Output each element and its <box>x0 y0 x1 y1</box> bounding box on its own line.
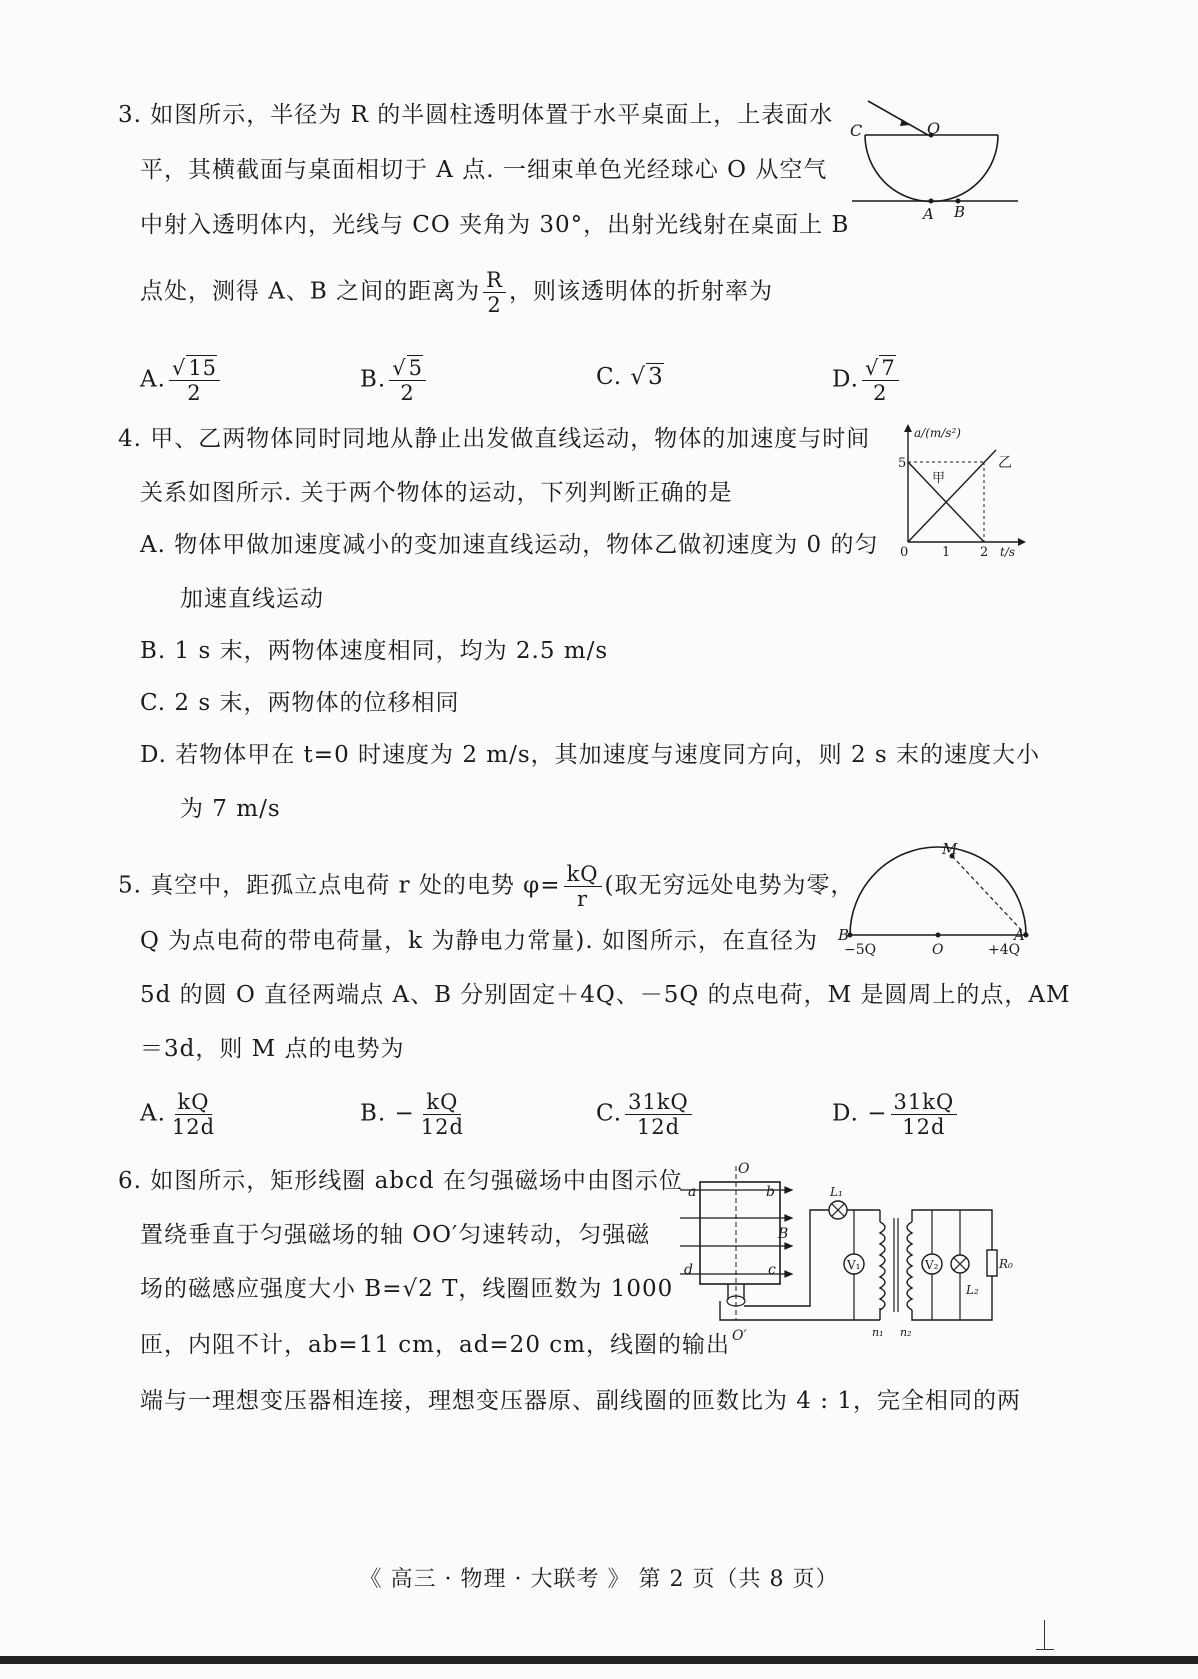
q5-label-minus-5q: −5Q <box>844 942 877 958</box>
q5-option-a <box>140 1090 221 1139</box>
q5-label-b: B <box>838 926 850 944</box>
q3-option-d-value: $\frac{√7}{2}$ <box>862 356 899 405</box>
q3-line-2: 平，其横截面与桌面相切于 A 点. 一细束单色光经球心 O 从空气 <box>140 157 828 183</box>
q4-x-tick-1: 1 <box>942 545 951 560</box>
q6-label-o: O <box>738 1161 750 1177</box>
q5-option-d <box>832 1090 960 1139</box>
q5-label-m: M <box>942 840 958 858</box>
q4-option-d-line-2: 为 7 m/s <box>180 796 281 822</box>
q3-line-4-post: ，则该透明体的折射率为 <box>508 278 773 305</box>
q3-frac-den: 2 <box>487 293 502 317</box>
q5-line-1-pre: 5. 真空中，距孤立点电荷 r 处的电势 φ= <box>118 872 561 899</box>
q5-option-a-label: A. <box>140 1100 166 1127</box>
q5-option-b-label: B. − <box>360 1100 415 1127</box>
q3-option-b <box>360 356 429 405</box>
q3-point-a <box>929 199 934 204</box>
q5-frac-den: r <box>577 887 589 911</box>
q5-option-c-label: C. <box>596 1100 623 1127</box>
q3-distance-fraction <box>483 268 506 317</box>
q5-semicircle-arc <box>850 847 1026 935</box>
q3-line-4 <box>140 268 773 317</box>
page-footer: 《 高三 · 物理 · 大联考 》 第 2 页（共 8 页） <box>359 1567 839 1592</box>
q3-option-b-den: 2 <box>400 381 415 405</box>
q4-label-jia: 甲 <box>932 471 946 486</box>
q6-line-4: 匝，内阻不计，ab=11 cm，ad=20 cm，线圈的输出 <box>140 1332 730 1358</box>
q3-option-a-value: $\frac{√15}{2}$ <box>169 356 220 405</box>
q6-line-2: 置绕垂直于匀强磁场的轴 OO′匀速转动，匀强磁 <box>140 1222 651 1248</box>
q6-label-d: d <box>684 1262 693 1278</box>
scan-bottom-border <box>0 1656 1198 1664</box>
q3-incident-ray <box>868 101 928 135</box>
q6-label-l2: L₂ <box>966 1283 979 1297</box>
q3-semicircle-figure <box>840 95 1030 225</box>
q3-option-a-den: 2 <box>187 381 202 405</box>
q5-option-d-label: D. − <box>832 1100 888 1127</box>
q3-option-c-label: C. <box>596 364 623 390</box>
q5-potential-fraction <box>564 862 602 911</box>
q6-label-n2: n₂ <box>900 1326 912 1339</box>
q5-option-c-value <box>625 1090 692 1139</box>
q3-line-4-pre: 点处，测得 A、B 之间的距离为 <box>140 278 481 305</box>
q4-y-axis-arrow <box>904 424 912 432</box>
q5-option-b <box>360 1090 470 1139</box>
q3-line-3: 中射入透明体内，光线与 CO 夹角为 30°，出射光线射在桌面上 B <box>140 212 850 238</box>
q6-line-3: 场的磁感应强度大小 B=√2 T，线圈匝数为 1000 <box>140 1276 674 1302</box>
q6-resistor-r0 <box>987 1250 997 1276</box>
q5-option-b-num: kQ <box>423 1090 461 1115</box>
q5-point-o <box>936 933 941 938</box>
q6-label-r0: R₀ <box>999 1257 1013 1271</box>
q6-label-o-prime: O′ <box>732 1328 747 1344</box>
q4-x-axis-label: t/s <box>1000 545 1016 559</box>
q4-y-axis-label: a/(m/s²) <box>914 426 961 440</box>
q5-line-1-post: (取无穷远处电势为零， <box>604 872 855 899</box>
q3-option-c-radicand: 3 <box>648 364 664 390</box>
q3-option-b-label: B. <box>360 366 387 393</box>
q5-option-b-value <box>418 1090 467 1139</box>
q6-secondary-coil <box>907 1222 912 1310</box>
q3-option-d-radicand: 7 <box>881 356 896 380</box>
q3-option-d-den: 2 <box>873 381 888 405</box>
q6-label-b-field: B <box>778 1226 789 1242</box>
q4-option-a-line-2: 加速直线运动 <box>180 586 324 612</box>
q3-option-c: C. √3 <box>596 364 664 390</box>
q3-label-c: C <box>850 121 863 140</box>
q6-label-c: c <box>768 1262 776 1278</box>
q4-x-tick-2: 2 <box>980 545 989 560</box>
q5-label-a: A <box>1014 926 1025 944</box>
q6-line-1: 6. 如图所示，矩形线圈 abcd 在匀强磁场中由图示位 <box>118 1168 683 1194</box>
q5-option-d-value <box>891 1090 958 1139</box>
q5-option-c <box>596 1090 695 1139</box>
q6-primary-coil <box>880 1222 885 1310</box>
q6-label-b: b <box>766 1184 775 1200</box>
q5-semicircle-figure <box>830 840 1030 960</box>
q3-option-a-radicand: 15 <box>188 356 218 380</box>
q6-line-5: 端与一理想变压器相连接，理想变压器原、副线圈的匝数比为 4 : 1，完全相同的两 <box>140 1388 1021 1414</box>
q3-frac-num: R <box>483 268 506 293</box>
q3-label-b: B <box>954 203 966 221</box>
q3-semicircle-arc <box>865 135 998 202</box>
q4-x-axis-arrow <box>1018 538 1026 546</box>
q5-option-d-num: 31kQ <box>891 1090 958 1115</box>
q5-option-d-den: 12d <box>902 1115 946 1139</box>
q4-line-yi <box>908 450 996 542</box>
q3-option-b-value: $\frac{√5}{2}$ <box>389 356 426 405</box>
q3-option-a <box>140 356 223 405</box>
crop-mark <box>1036 1620 1054 1652</box>
q6-circuit-figure <box>670 1160 1030 1360</box>
q5-segment-am <box>952 856 1026 935</box>
q4-line-2: 关系如图所示. 关于两个物体的运动，下列判断正确的是 <box>140 480 733 506</box>
q5-line-3: 5d 的圆 O 直径两端点 A、B 分别固定＋4Q、－5Q 的点电荷，M 是圆周上的点，AM <box>140 982 1071 1008</box>
q3-option-b-radicand: 5 <box>408 356 423 380</box>
q3-option-d <box>832 356 902 405</box>
q6-label-a: a <box>688 1184 697 1200</box>
q4-acceleration-time-graph <box>888 420 1038 560</box>
q3-label-o: O <box>927 119 941 138</box>
q4-option-a-line-1: A. 物体甲做加速度减小的变加速直线运动，物体乙做初速度为 0 的匀 <box>140 532 879 558</box>
q4-y-tick-5: 5 <box>898 456 907 471</box>
q3-option-a-label: A. <box>140 366 166 393</box>
q6-label-l1: L₁ <box>830 1185 843 1199</box>
q5-label-o: O <box>932 942 944 958</box>
q6-label-v1: V₁ <box>847 1258 861 1272</box>
q4-label-yi: 乙 <box>998 455 1012 471</box>
q5-option-a-value <box>169 1090 218 1139</box>
q4-x-tick-0: 0 <box>900 545 909 560</box>
q3-option-d-label: D. <box>832 366 859 393</box>
q5-option-a-num: kQ <box>175 1090 213 1115</box>
q3-label-a: A <box>923 205 934 223</box>
q4-option-d-line-1: D. 若物体甲在 t=0 时速度为 2 m/s，其加速度与速度同方向，则 2 s 末的速度大小 <box>140 742 1040 768</box>
q5-option-b-den: 12d <box>420 1115 464 1139</box>
q5-option-c-den: 12d <box>636 1115 681 1139</box>
q6-label-v2: V₂ <box>925 1258 939 1272</box>
q6-label-n1: n₁ <box>872 1326 884 1339</box>
q4-option-c: C. 2 s 末，两物体的位移相同 <box>140 690 460 716</box>
q5-label-plus-4q: +4Q <box>988 942 1021 958</box>
q5-line-1 <box>118 862 855 911</box>
q3-line-1: 3. 如图所示，半径为 R 的半圆柱透明体置于水平桌面上，上表面水 <box>118 102 834 128</box>
q5-option-c-num: 31kQ <box>625 1090 692 1115</box>
q6-wire-bottom <box>720 1301 810 1320</box>
q5-line-4: ＝3d，则 M 点的电势为 <box>140 1036 405 1062</box>
q4-line-1: 4. 甲、乙两物体同时同地从静止出发做直线运动，物体的加速度与时间 <box>118 426 871 452</box>
q5-option-a-den: 12d <box>171 1115 216 1139</box>
q5-line-2: Q 为点电荷的带电荷量，k 为静电力常量). 如图所示，在直径为 <box>140 928 819 954</box>
q5-frac-num: kQ <box>564 862 602 887</box>
q4-option-b: B. 1 s 末，两物体速度相同，均为 2.5 m/s <box>140 638 609 664</box>
